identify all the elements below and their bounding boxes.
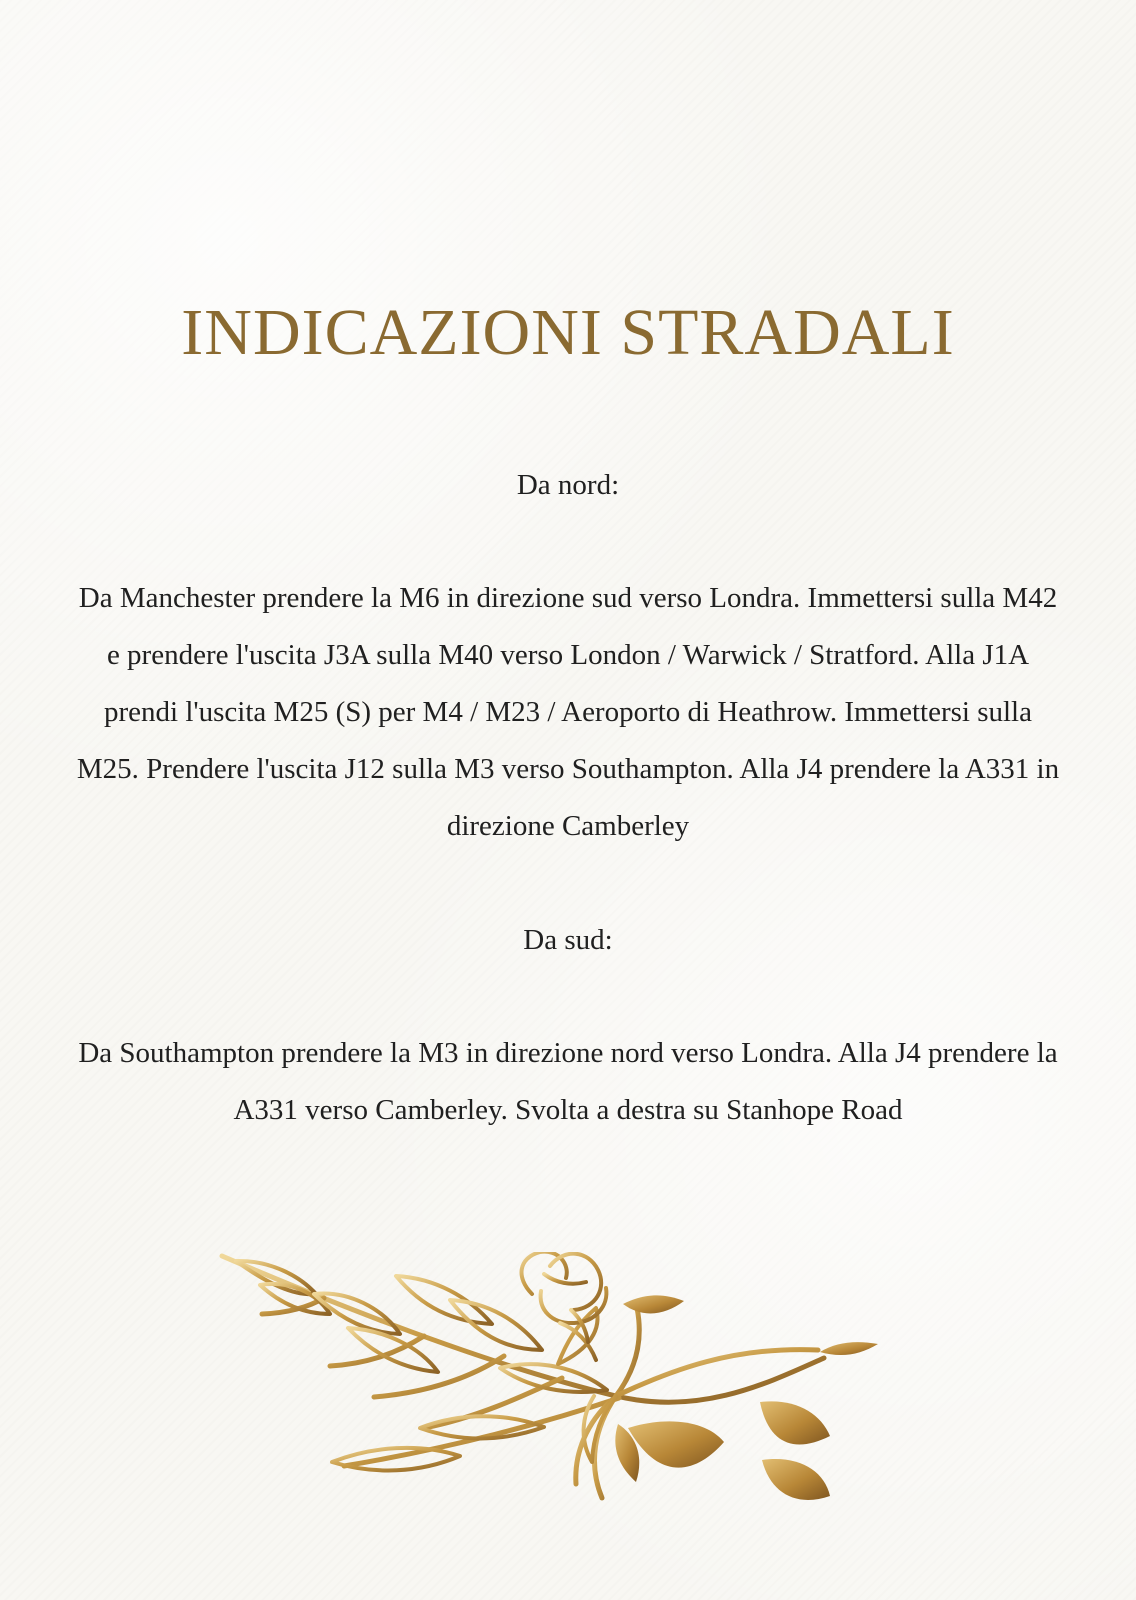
north-directions-heading: Da nord: — [516, 469, 620, 501]
south-directions-text: Da Southampton prendere la M3 in direzione nord verso Londra. Alla J4 prendere la A331 verso Camberley. Svolta a destra su Stanhope Road — [78, 1037, 1058, 1126]
north-directions-text: Da Manchester prendere la M6 in direzione sud verso Londra. Immettersi sulla M42 e prendere l'uscita J3A sulla M40 verso London / Warwick / Stratford. Alla J1A prendi l'uscita M25 (S) per M4 / M23 / Aeroporto di Heathrow. Immettersi sulla M25. Prendere l'uscita J12 sulla M3 verso Southampton. Alla J4 prendere la A331 in direzione Camberley — [76, 582, 1060, 842]
south-directions-heading: Da sud: — [523, 924, 613, 956]
gold-floral-branch-icon — [214, 1252, 924, 1518]
page-title: INDICAZIONI STRADALI — [181, 296, 955, 369]
